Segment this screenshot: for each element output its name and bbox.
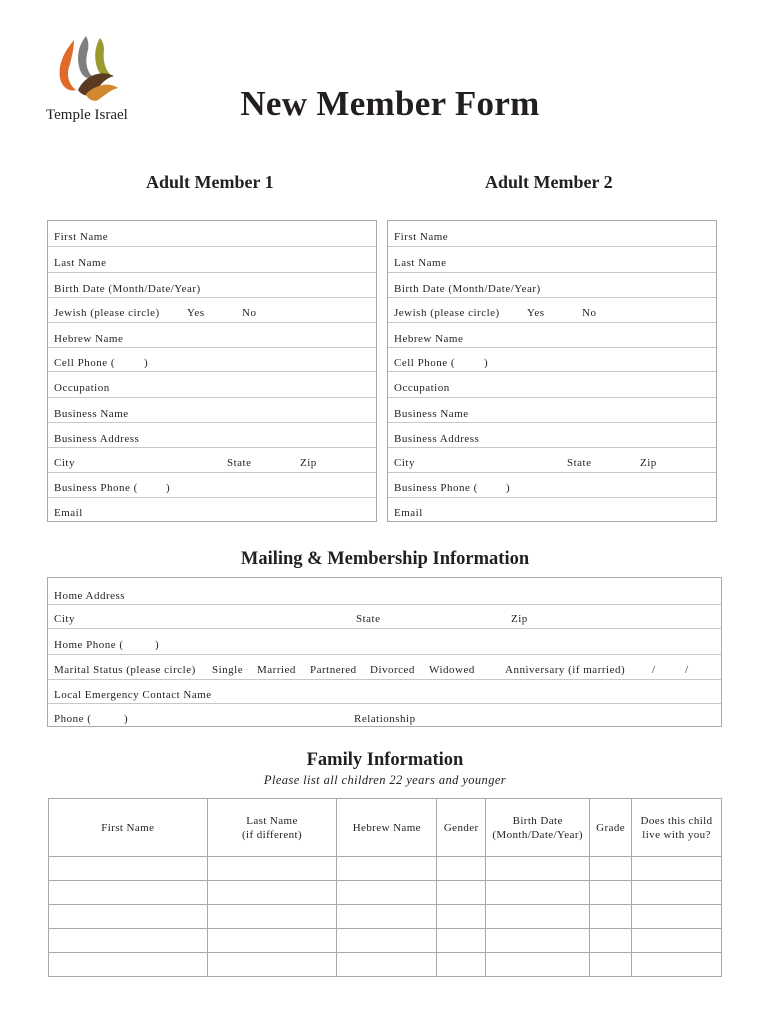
header-text: Does this child: [640, 814, 713, 827]
home-phone-field[interactable]: [48, 629, 721, 655]
field-label: State: [356, 613, 381, 625]
adult-member-1-box: [47, 220, 377, 522]
field-label: Business Name: [394, 408, 469, 420]
table-cell[interactable]: [49, 881, 208, 905]
adult-member-2-heading: Adult Member 2: [485, 172, 613, 192]
cell-phone-field[interactable]: [48, 348, 376, 372]
table-cell[interactable]: [632, 929, 722, 953]
city-state-zip-field[interactable]: [48, 448, 376, 473]
paren-close: ): [144, 357, 149, 369]
table-cell[interactable]: [207, 857, 337, 881]
field-label: Last Name: [54, 257, 107, 269]
table-cell[interactable]: [590, 881, 632, 905]
occupation-field[interactable]: [48, 372, 376, 398]
table-cell[interactable]: [590, 857, 632, 881]
married-option[interactable]: Married: [257, 664, 296, 676]
table-cell[interactable]: [49, 953, 208, 977]
field-label: Cell Phone (: [54, 357, 115, 369]
field-label: Occupation: [54, 382, 110, 394]
header-text: First Name: [101, 821, 155, 834]
paren-close: ): [506, 482, 511, 494]
phone-relationship-field[interactable]: [48, 704, 721, 727]
table-cell[interactable]: [486, 953, 590, 977]
page-title: New Member Form: [240, 84, 540, 123]
field-label: Zip: [300, 457, 317, 469]
mailing-box: [47, 577, 722, 727]
field-label: Birth Date (Month/Date/Year): [54, 283, 201, 295]
header-text: live with you?: [642, 828, 711, 841]
col-grade: [590, 799, 632, 857]
field-label: Last Name: [394, 257, 447, 269]
birth-date-field[interactable]: [48, 273, 376, 298]
no-option[interactable]: No: [582, 307, 597, 319]
table-cell[interactable]: [590, 905, 632, 929]
table-row: [49, 953, 722, 977]
table-cell[interactable]: [207, 929, 337, 953]
hebrew-name-field[interactable]: [48, 323, 376, 348]
field-label: Local Emergency Contact Name: [54, 689, 212, 701]
table-cell[interactable]: [632, 905, 722, 929]
field-label: Business Name: [54, 408, 129, 420]
table-cell[interactable]: [207, 905, 337, 929]
jewish-field[interactable]: [48, 298, 376, 323]
col-gender: [437, 799, 486, 857]
email-field[interactable]: [388, 498, 716, 522]
field-label: Jewish (please circle): [54, 307, 160, 319]
marital-status-field[interactable]: [48, 655, 721, 680]
header-text: Gender: [443, 821, 479, 834]
divorced-option[interactable]: Divorced: [370, 664, 415, 676]
field-label: State: [567, 457, 592, 469]
table-cell[interactable]: [337, 929, 437, 953]
paren-close: ): [155, 639, 160, 651]
header-text: Last Name: [246, 814, 298, 827]
table-cell[interactable]: [49, 905, 208, 929]
field-label: State: [227, 457, 252, 469]
date-separator: /: [652, 664, 656, 676]
table-cell[interactable]: [486, 881, 590, 905]
table-cell[interactable]: [207, 953, 337, 977]
table-row: [49, 905, 722, 929]
mailing-heading: Mailing & Membership Information: [240, 549, 530, 569]
table-row: [49, 857, 722, 881]
business-address-field[interactable]: [388, 423, 716, 448]
adult-member-2-box: [387, 220, 717, 522]
field-label: First Name: [54, 231, 109, 243]
col-birth-date: [486, 799, 590, 857]
logo-text: Temple Israel: [46, 107, 128, 123]
city-state-zip-field[interactable]: [388, 448, 716, 473]
field-label: Business Address: [54, 433, 140, 445]
field-label: Email: [54, 507, 83, 519]
business-address-field[interactable]: [48, 423, 376, 448]
table-cell[interactable]: [632, 881, 722, 905]
home-address-field[interactable]: [48, 578, 721, 605]
field-label: Home Address: [54, 590, 126, 602]
field-label: Anniversary (if married): [505, 664, 626, 676]
table-cell[interactable]: [337, 905, 437, 929]
field-label: City: [394, 457, 415, 469]
table-cell[interactable]: [632, 953, 722, 977]
field-label: Business Phone (: [394, 482, 478, 494]
table-cell[interactable]: [437, 929, 486, 953]
header-text: Grade: [596, 821, 626, 834]
header-text: (Month/Date/Year): [492, 828, 583, 841]
table-cell[interactable]: [49, 929, 208, 953]
field-label: Cell Phone (: [394, 357, 455, 369]
table-row: [49, 929, 722, 953]
field-label: City: [54, 613, 75, 625]
table-cell[interactable]: [486, 929, 590, 953]
paren-close: ): [124, 713, 129, 725]
table-cell[interactable]: [337, 953, 437, 977]
field-label: Jewish (please circle): [394, 307, 500, 319]
table-cell[interactable]: [207, 881, 337, 905]
col-hebrew-name: [337, 799, 437, 857]
field-label: Birth Date (Month/Date/Year): [394, 283, 541, 295]
header-text: Hebrew Name: [352, 821, 421, 834]
table-cell[interactable]: [437, 953, 486, 977]
header-text: Birth Date: [512, 814, 563, 827]
field-label: Business Phone (: [54, 482, 138, 494]
table-row: [49, 881, 722, 905]
occupation-field[interactable]: [388, 372, 716, 398]
field-label: Email: [394, 507, 423, 519]
table-cell[interactable]: [632, 857, 722, 881]
city-state-zip-field[interactable]: [48, 605, 721, 629]
family-table: [48, 798, 722, 977]
last-name-field[interactable]: [388, 247, 716, 273]
business-name-field[interactable]: [388, 398, 716, 423]
no-option[interactable]: No: [242, 307, 257, 319]
widowed-option[interactable]: Widowed: [429, 664, 475, 676]
paren-close: ): [166, 482, 171, 494]
yes-option[interactable]: Yes: [527, 307, 545, 319]
field-label: City: [54, 457, 75, 469]
field-label: Business Address: [394, 433, 480, 445]
jewish-field[interactable]: [388, 298, 716, 323]
cell-phone-field[interactable]: [388, 348, 716, 372]
table-cell[interactable]: [437, 857, 486, 881]
yes-option[interactable]: Yes: [187, 307, 205, 319]
field-label: Relationship: [354, 713, 416, 725]
business-name-field[interactable]: [48, 398, 376, 423]
table-cell[interactable]: [590, 953, 632, 977]
field-label: Phone (: [54, 713, 92, 725]
birth-date-field[interactable]: [388, 273, 716, 298]
table-cell[interactable]: [486, 857, 590, 881]
single-option[interactable]: Single: [212, 664, 244, 676]
table-cell[interactable]: [437, 881, 486, 905]
table-cell[interactable]: [486, 905, 590, 929]
field-label: Zip: [640, 457, 657, 469]
col-first-name: [49, 799, 208, 857]
first-name-field[interactable]: [48, 221, 376, 247]
table-cell[interactable]: [590, 929, 632, 953]
family-heading: Family Information: [306, 750, 464, 770]
email-field[interactable]: [48, 498, 376, 522]
col-lives-with: [632, 799, 722, 857]
date-separator: /: [685, 664, 689, 676]
emergency-contact-field[interactable]: [48, 680, 721, 704]
first-name-field[interactable]: [388, 221, 716, 247]
field-label: Home Phone (: [54, 639, 124, 651]
paren-close: ): [484, 357, 489, 369]
field-label: Hebrew Name: [54, 333, 124, 345]
family-subtitle: Please list all children 22 years and younger: [263, 773, 507, 787]
family-table-header: [49, 799, 722, 857]
business-phone-field[interactable]: [48, 473, 376, 498]
last-name-field[interactable]: [48, 247, 376, 273]
field-label: Hebrew Name: [394, 333, 464, 345]
header-text: (if different): [241, 828, 303, 841]
adult-member-1-heading: Adult Member 1: [146, 172, 274, 192]
field-label: First Name: [394, 231, 449, 243]
hebrew-name-field[interactable]: [388, 323, 716, 348]
table-cell[interactable]: [337, 857, 437, 881]
table-cell[interactable]: [337, 881, 437, 905]
business-phone-field[interactable]: [388, 473, 716, 498]
table-cell[interactable]: [437, 905, 486, 929]
field-label: Zip: [511, 613, 528, 625]
partnered-option[interactable]: Partnered: [310, 664, 357, 676]
field-label: Occupation: [394, 382, 450, 394]
col-last-name: [207, 799, 337, 857]
field-label: Marital Status (please circle): [54, 664, 196, 676]
table-cell[interactable]: [49, 857, 208, 881]
